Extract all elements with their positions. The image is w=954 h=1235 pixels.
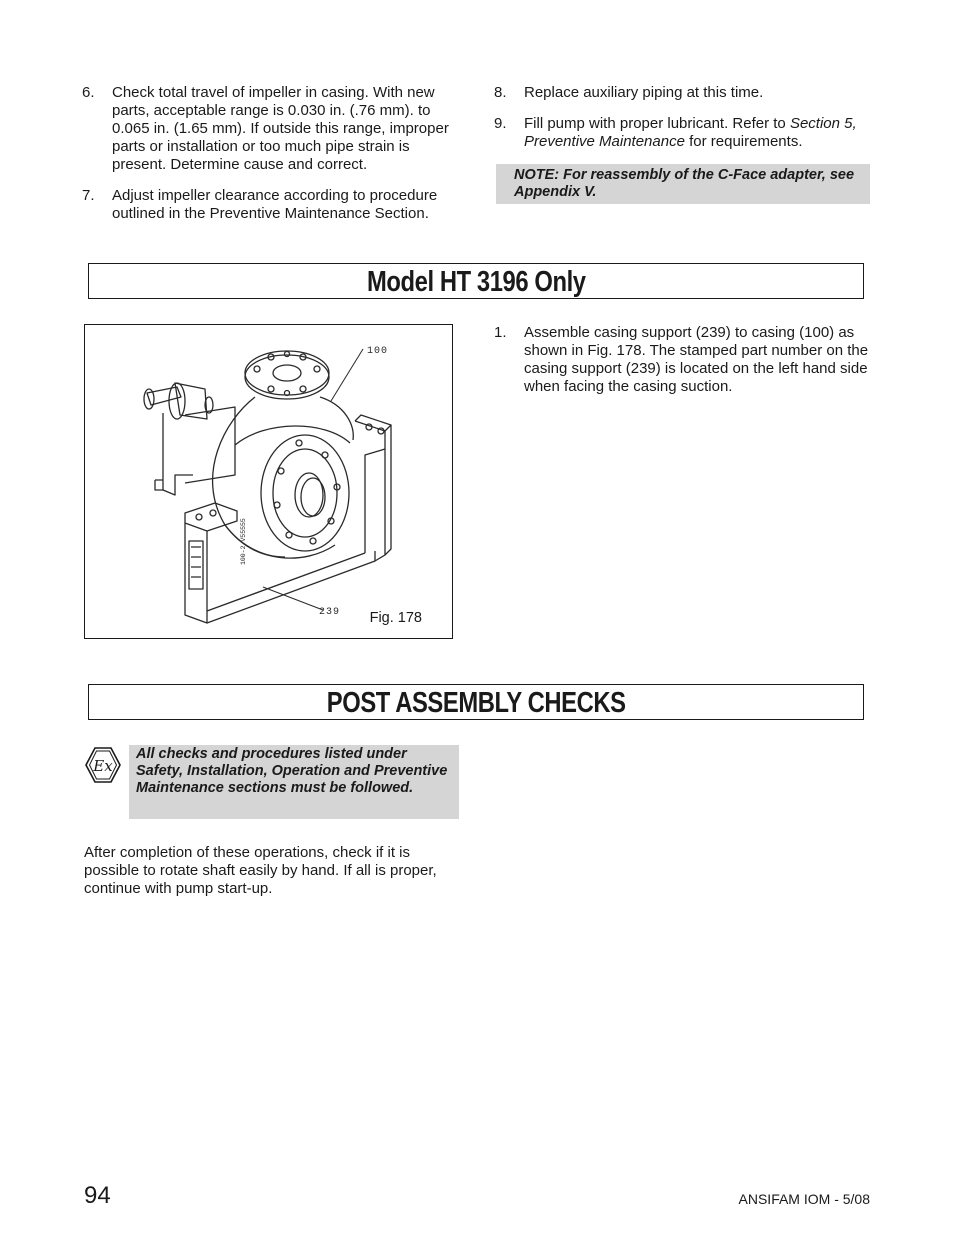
document-id: ANSIFAM IOM - 5/08: [738, 1191, 870, 1207]
step-number: 6.: [82, 84, 95, 101]
stamp-text: 100-2 V55555: [240, 518, 247, 565]
steps-right-column: [494, 84, 872, 157]
explosion-proof-ex-icon: [84, 746, 122, 784]
steps-left-column: [82, 84, 457, 236]
label-support-239: 239: [319, 607, 341, 618]
step-number: 7.: [82, 187, 95, 204]
label-casing-100: 100: [367, 346, 389, 357]
warning-note: All checks and procedures listed under Safety, Installation, Operation and Preventive Maintenance sections must be followed.: [129, 745, 459, 819]
step-text: Adjust impeller clearance according to procedure outlined in the Preventive Maintenance Section.: [112, 187, 438, 222]
step-text: Replace auxiliary piping at this time.: [524, 84, 764, 101]
figure-178: [84, 324, 453, 639]
page-number: 94: [84, 1182, 111, 1209]
pump-casing-illustration: [85, 325, 451, 637]
step-number: 8.: [494, 84, 507, 101]
step-6: [82, 84, 457, 174]
step-text: Check total travel of impeller in casing. With new parts, acceptable range is 0.030 in. (.76 mm). to 0.065 in. (1.65 mm). If outside this range, improper parts or installation or too much pipe strain is present. Determine cause and correct.: [112, 84, 449, 173]
step-9: [494, 115, 872, 151]
note-cface-adapter: NOTE: For reassembly of the C-Face adapter, see Appendix V.: [496, 164, 870, 204]
section1-steps: [494, 324, 872, 409]
section-banner-model-ht: [88, 263, 864, 299]
step-text-post: for requirements.: [684, 133, 803, 150]
section-title: POST ASSEMBLY CHECKS: [326, 687, 626, 719]
step-7: [82, 187, 457, 223]
section-banner-post-assembly: [88, 684, 864, 720]
figure-caption: Fig. 178: [369, 610, 422, 626]
ex-icon-label: Ex: [93, 757, 113, 775]
step-1: [494, 324, 872, 396]
step-number: 9.: [494, 115, 507, 132]
step-8: [494, 84, 872, 102]
step-text-pre: Fill pump with proper lubricant. Refer to: [524, 115, 790, 132]
step-text-reference: Section 5, Preventive Maintenance: [524, 115, 857, 150]
step-text: Assemble casing support (239) to casing (100) as shown in Fig. 178. The stamped part number on the casing support (239) is located on the left hand side when facing the casing suction.: [524, 324, 869, 395]
section-title: Model HT 3196 Only: [366, 266, 586, 298]
step-number: 1.: [494, 324, 507, 341]
post-assembly-paragraph: After completion of these operations, check if it is possible to rotate shaft easily by hand. If all is proper, continue with pump start-up.: [84, 844, 437, 897]
